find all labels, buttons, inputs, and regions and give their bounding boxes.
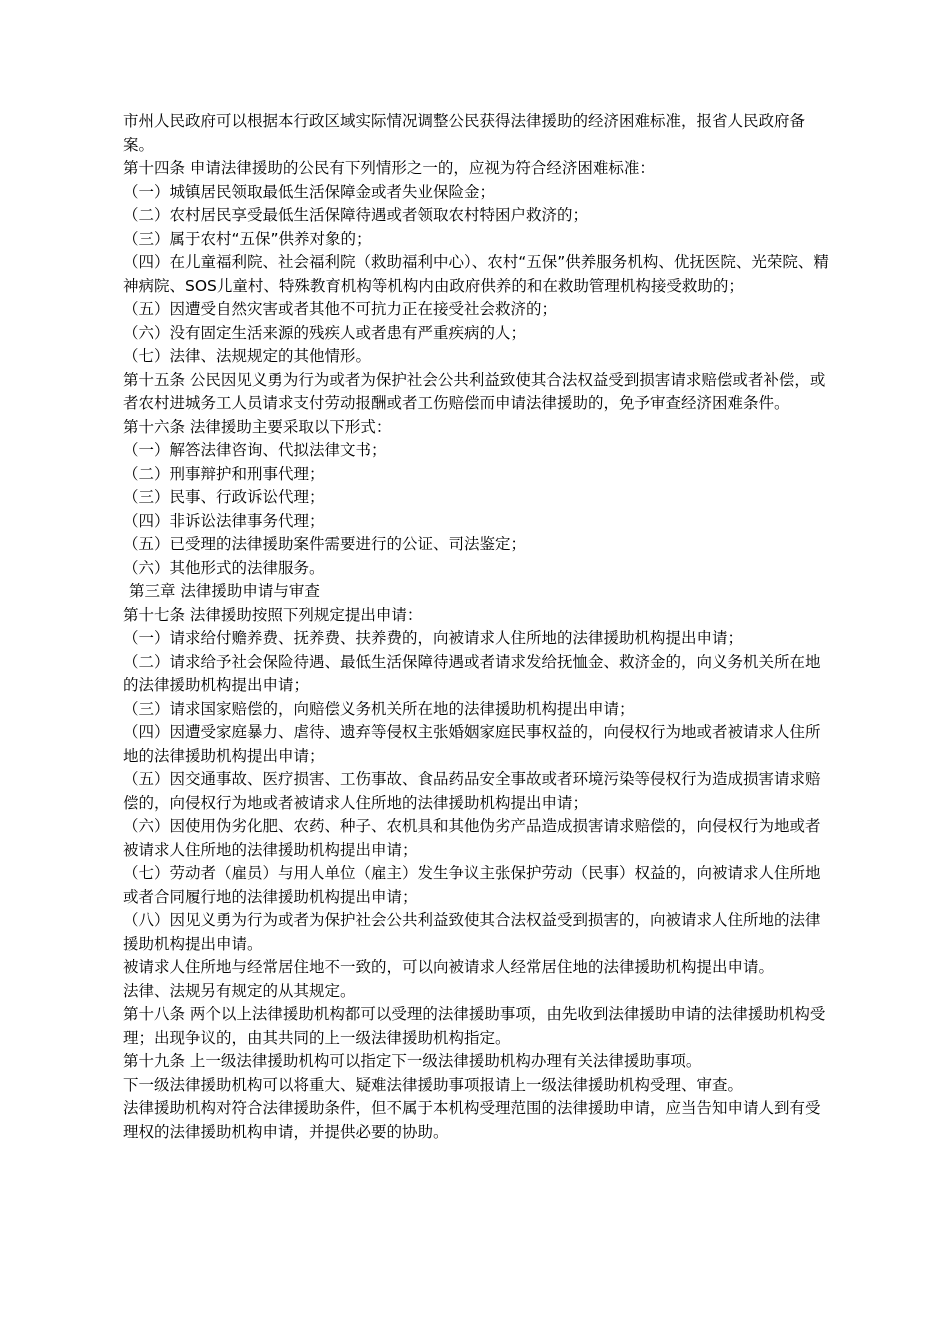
article-16-item-6: （六）其他形式的法律服务。: [123, 558, 325, 577]
article-14-item-4: （四）在儿童福利院、社会福利院（救助福利中心）、农村“五保”供养服务机构、优抚医院、光荣院、精神病院、SOS儿童村、特殊教育机构等机构内由政府供养的和在救助管理机构接受救助的；: [123, 253, 829, 295]
article-16-item-1: （一）解答法律咨询、代拟法律文书；: [123, 441, 387, 459]
article-16-item-3: （三）民事、行政诉讼代理；: [123, 488, 325, 506]
article-17-heading: 第十七条 法律援助按照下列规定提出申请：: [123, 605, 423, 624]
article-14-item-7: （七）法律、法规规定的其他情形。: [123, 347, 372, 365]
article-14-item-1: （一）城镇居民领取最低生活保障金或者失业保险金；: [123, 182, 496, 201]
article-16-heading: 第十六条 法律援助主要采取以下形式：: [123, 417, 392, 436]
article-15: 第十五条 公民因见义勇为行为或者为保护社会公共利益致使其合法权益受到损害请求赔偿或者补偿，或者农村进城务工人员请求支付劳动报酬或者工伤赔偿而申请法律援助的，免予审查经济困难条件。: [123, 370, 826, 412]
article-17-item-2: （二）请求给予社会保险待遇、最低生活保障待遇或者请求发给抚恤金、救济金的，向义务机关所在地的法律援助机构提出申请；: [123, 652, 821, 694]
article-14-item-3: （三）属于农村“五保”供养对象的；: [123, 229, 372, 248]
article-19: 第十九条 上一级法律援助机构可以指定下一级法律援助机构办理有关法律援助事项。: [123, 1052, 702, 1070]
article-18: 第十八条 两个以上法律援助机构都可以受理的法律援助事项，由先收到法律援助申请的法律援助机构受理；出现争议的，由其共同的上一级法律援助机构指定。: [123, 1005, 826, 1047]
article-17-item-8: （八）因见义勇为行为或者为保护社会公共利益致使其合法权益受到损害的，向被请求人住所地的法律援助机构提出申请。: [123, 911, 821, 953]
article-19-paragraph-3: 法律援助机构对符合法律援助条件，但不属于本机构受理范围的法律援助申请，应当告知申请人到有受理权的法律援助机构申请，并提供必要的协助。: [123, 1099, 821, 1141]
article-19-paragraph-2: 下一级法律援助机构可以将重大、疑难法律援助事项报请上一级法律援助机构受理、审查。: [123, 1075, 744, 1094]
article-17-item-6: （六）因使用伪劣化肥、农药、种子、农机具和其他伪劣产品造成损害请求赔偿的，向侵权行为地或者被请求人住所地的法律援助机构提出申请；: [123, 817, 821, 859]
article-17-note-residence: 被请求人住所地与经常居住地不一致的，可以向被请求人经常居住地的法律援助机构提出申请。: [123, 958, 775, 976]
chapter-3-title: 第三章 法律援助申请与审查: [129, 582, 320, 600]
article-14-item-5: （五）因遭受自然灾害或者其他不可抗力正在接受社会救济的；: [123, 300, 558, 318]
article-14-item-2: （二）农村居民享受最低生活保障待遇或者领取农村特困户救济的；: [123, 206, 589, 224]
article-14-heading: 第十四条 申请法律援助的公民有下列情形之一的，应视为符合经济困难标准：: [123, 159, 655, 177]
document-body: [123, 110, 835, 1144]
article-17-item-4: （四）因遭受家庭暴力、虐待、遗弃等侵权主张婚姻家庭民事权益的，向侵权行为地或者被请求人住所地的法律援助机构提出申请；: [123, 723, 821, 765]
article-16-item-5: （五）已受理的法律援助案件需要进行的公证、司法鉴定；: [123, 535, 527, 553]
article-17-item-1: （一）请求给付赡养费、抚养费、扶养费的，向被请求人住所地的法律援助机构提出申请；: [123, 629, 744, 647]
article-17-item-7: （七）劳动者（雇员）与用人单位（雇主）发生争议主张保护劳动（民事）权益的，向被请求人住所地或者合同履行地的法律援助机构提出申请；: [123, 864, 821, 906]
article-16-item-4: （四）非诉讼法律事务代理；: [123, 511, 325, 530]
article-17-item-3: （三）请求国家赔偿的，向赔偿义务机关所在地的法律援助机构提出申请；: [123, 699, 635, 718]
article-16-item-2: （二）刑事辩护和刑事代理；: [123, 464, 325, 483]
paragraph-continuation: 市州人民政府可以根据本行政区域实际情况调整公民获得法律援助的经济困难标准，报省人民政府备案。: [123, 112, 806, 154]
article-17-item-5: （五）因交通事故、医疗损害、工伤事故、食品药品安全事故或者环境污染等侵权行为造成损害请求赔偿的，向侵权行为地或者被请求人住所地的法律援助机构提出申请；: [123, 770, 821, 812]
article-17-note-law: 法律、法规另有规定的从其规定。: [123, 981, 356, 1000]
article-14-item-6: （六）没有固定生活来源的残疾人或者患有严重疾病的人；: [123, 323, 527, 342]
